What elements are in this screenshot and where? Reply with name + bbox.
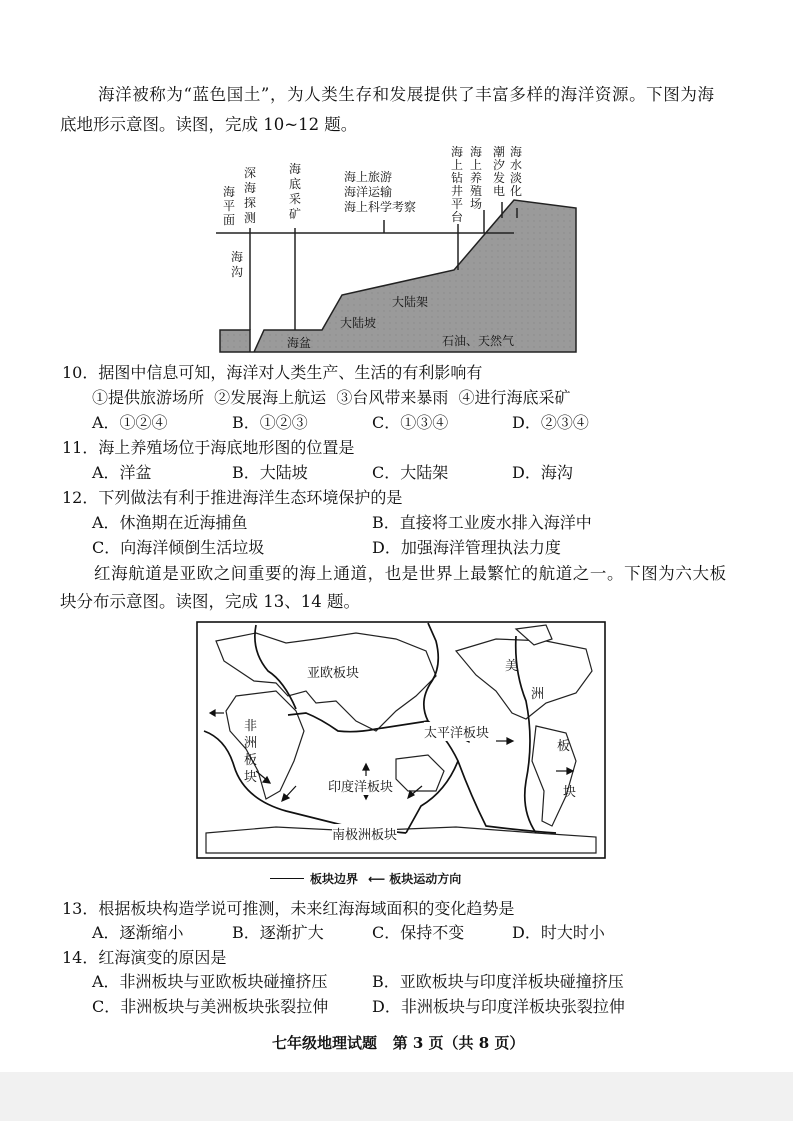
label-african-plate	[244, 718, 258, 786]
q12-option-c[interactable]: C．向海洋倾倒生活垃圾	[92, 538, 265, 557]
q10-option-d[interactable]: D．②③④	[512, 413, 589, 432]
label-eurasian-plate: 亚欧板块	[307, 662, 359, 681]
label-trench: 海沟	[231, 250, 244, 279]
label-mining: 海底采矿	[289, 162, 302, 221]
intro-paragraph-1: 海洋被称为“蓝色国土”，为人类生存和发展提供了丰富多样的海洋资源。下图为海	[98, 85, 715, 104]
q14-option-c[interactable]: C．非洲板块与美洲板块张裂拉伸	[92, 997, 329, 1016]
african-char-4: 块	[244, 770, 258, 785]
label-shipping: 海洋运输	[344, 185, 393, 199]
q14-option-d[interactable]: D．非洲板块与印度洋板块张裂拉伸	[372, 997, 625, 1016]
label-shelf: 大陆架	[392, 295, 429, 309]
label-slope: 大陆坡	[340, 316, 377, 330]
q12-stem: 12．下列做法有利于推进海洋生态环境保护的是	[62, 488, 403, 507]
label-farm: 海上养殖场	[470, 145, 483, 211]
label-drilling: 海上钻井平台	[451, 145, 464, 224]
page-bottom-shadow	[0, 1072, 793, 1121]
legend-boundary-label: 板块边界	[310, 872, 359, 886]
label-tourism: 海上旅游	[344, 170, 393, 184]
legend-motion-label: 板块运动方向	[389, 872, 462, 886]
seafloor-profile	[220, 200, 576, 352]
q11-stem: 11．海上养殖场位于海底地形图的位置是	[62, 438, 355, 457]
q12-option-b[interactable]: B．直接将工业废水排入海洋中	[372, 513, 592, 532]
q13-stem: 13．根据板块构造学说可推测，未来红海海域面积的变化趋势是	[62, 899, 515, 918]
african-char-2: 洲	[244, 736, 258, 751]
q11-option-a[interactable]: A．洋盆	[92, 463, 152, 482]
q13-option-c[interactable]: C．保持不变	[372, 923, 465, 942]
intro-paragraph-2-cont: 块分布示意图。读图，完成 13、14 题。	[60, 592, 360, 611]
q10-items: ①提供旅游场所 ②发展海上航运 ③台风带来暴雨 ④进行海底采矿	[92, 388, 571, 407]
label-indian-plate: 印度洋板块	[328, 776, 393, 795]
q11-option-c[interactable]: C．大陆架	[372, 463, 449, 482]
q10-stem: 10．据图中信息可知，海洋对人类生产、生活的有利影响有	[62, 363, 483, 382]
label-sea-level: 海平面	[223, 185, 236, 227]
arrow-left-icon: ⟵	[368, 871, 386, 886]
q14-option-a[interactable]: A．非洲板块与亚欧板块碰撞挤压	[92, 972, 328, 991]
q12-option-d[interactable]: D．加强海洋管理执法力度	[372, 538, 561, 557]
q14-stem: 14．红海演变的原因是	[62, 948, 227, 967]
american-char-1: 美	[505, 659, 519, 674]
plate-map-legend	[270, 870, 461, 887]
african-char-3: 板	[244, 753, 258, 768]
intro-paragraph-1-cont: 底地形示意图。读图，完成 10~12 题。	[60, 115, 358, 134]
boundary-line-icon	[270, 878, 304, 879]
q11-option-d[interactable]: D．海沟	[512, 463, 573, 482]
q11-option-b[interactable]: B．大陆坡	[232, 463, 308, 482]
intro-paragraph-2: 红海航道是亚欧之间重要的海上通道，也是世界上最繁忙的航道之一。下图为六大板	[94, 564, 727, 583]
american-char-2: 洲	[531, 687, 545, 702]
q10-option-a[interactable]: A．①②④	[92, 413, 168, 432]
american-char-3: 板	[557, 739, 571, 754]
q10-option-c[interactable]: C．①③④	[372, 413, 449, 432]
label-deep-sea: 深海探测	[244, 166, 257, 225]
african-char-1: 非	[244, 719, 258, 734]
label-science: 海上科学考察	[344, 200, 417, 214]
q12-option-a[interactable]: A．休渔期在近海捕鱼	[92, 513, 248, 532]
label-basin: 海盆	[287, 336, 312, 350]
label-tidal: 潮汐发电	[493, 145, 506, 198]
q13-option-d[interactable]: D．时大时小	[512, 923, 605, 942]
label-oil-gas: 石油、天然气	[442, 334, 515, 348]
label-pacific-plate: 太平洋板块	[424, 722, 489, 741]
american-char-4: 块	[563, 785, 577, 800]
q14-option-b[interactable]: B．亚欧板块与印度洋板块碰撞挤压	[372, 972, 624, 991]
page-footer: 七年级地理试题 第 3 页（共 8 页）	[272, 1034, 525, 1052]
q13-option-b[interactable]: B．逐渐扩大	[232, 923, 324, 942]
q13-option-a[interactable]: A．逐渐缩小	[92, 923, 184, 942]
label-antarctic-plate: 南极洲板块	[332, 824, 397, 843]
label-desal: 海水淡化	[510, 145, 523, 198]
label-tourism-block	[344, 170, 416, 215]
q10-option-b[interactable]: B．①②③	[232, 413, 308, 432]
